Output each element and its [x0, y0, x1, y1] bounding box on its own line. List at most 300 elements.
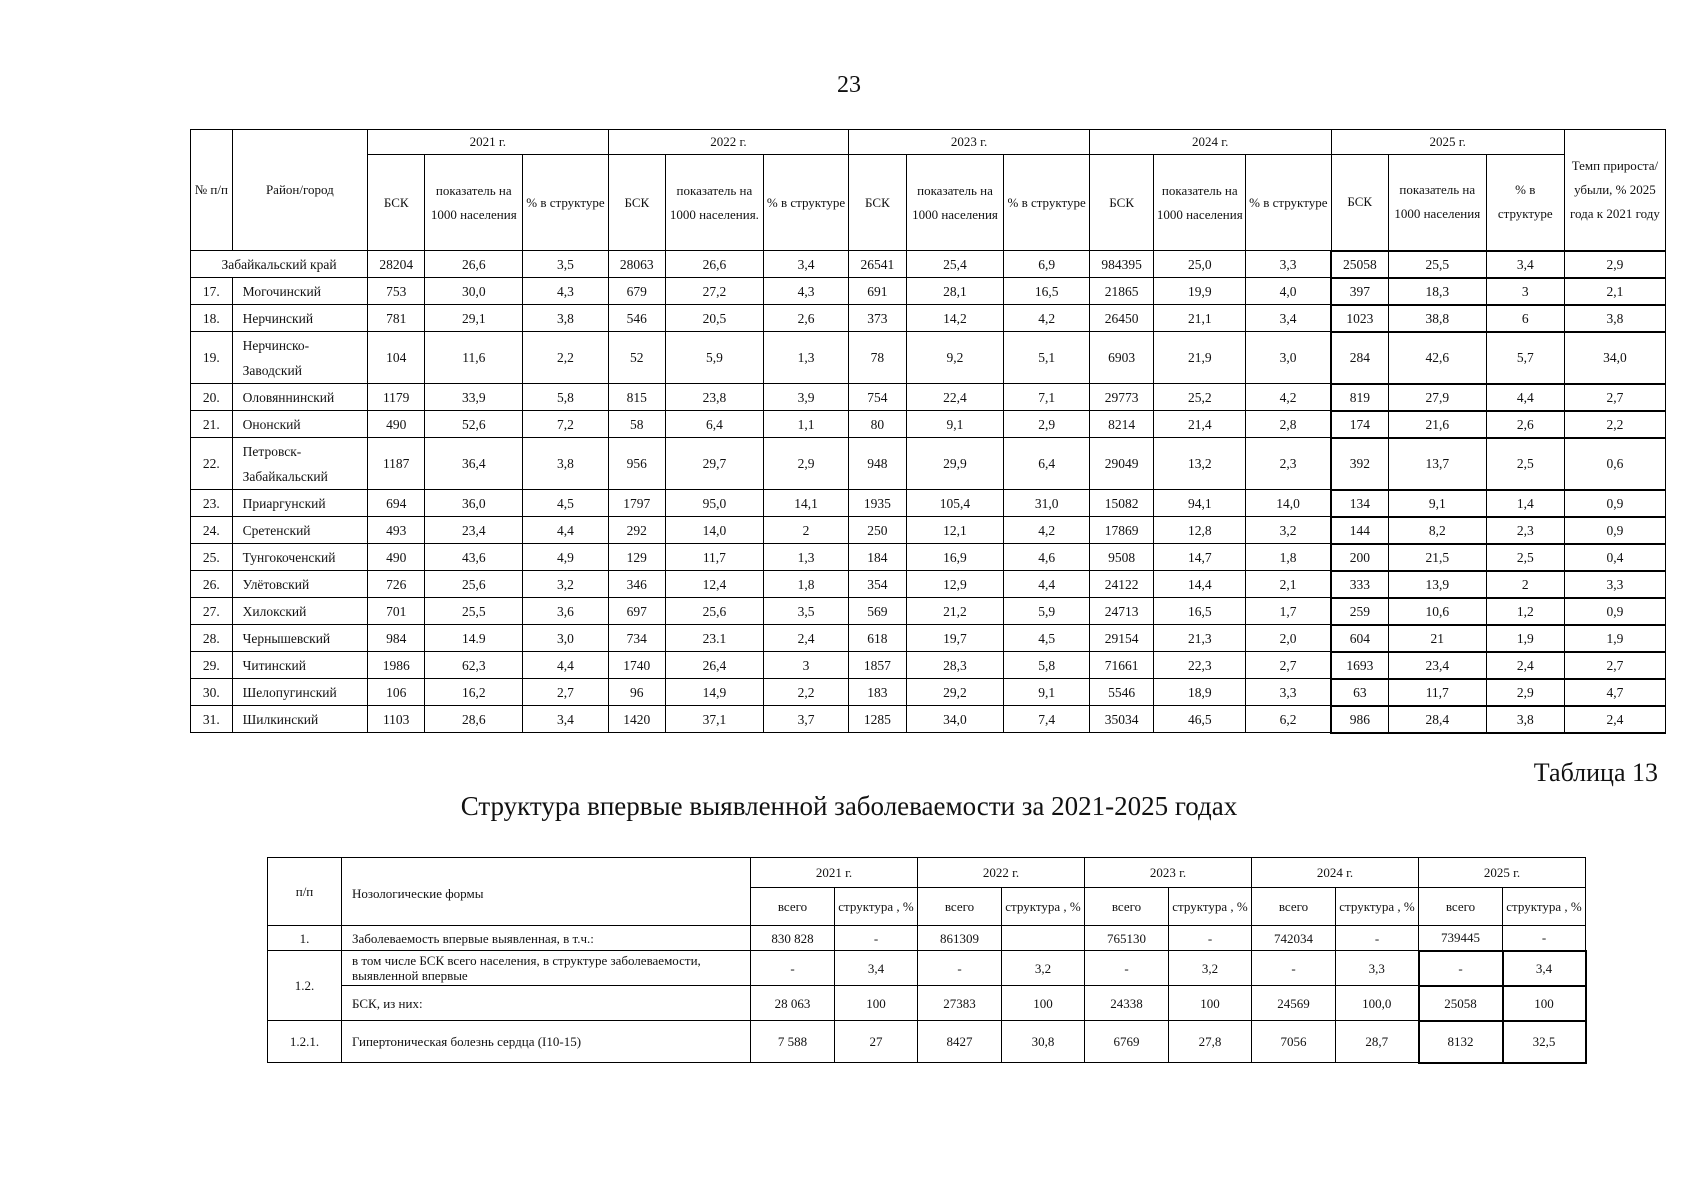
value-cell: 24122 [1089, 571, 1154, 598]
value-cell: 26541 [849, 251, 906, 278]
value-cell: 62,3 [425, 652, 523, 679]
value-cell: 984 [368, 625, 425, 652]
value-cell: 96 [608, 679, 665, 706]
value-cell: 4,4 [523, 652, 608, 679]
value-cell: 1,8 [763, 571, 848, 598]
value-cell: 25,2 [1154, 384, 1246, 411]
value-cell: 21,3 [1154, 625, 1246, 652]
value-cell: 29,2 [906, 679, 1004, 706]
value-cell: 6,2 [1246, 706, 1331, 733]
value-cell: 490 [368, 544, 425, 571]
value-cell: 546 [608, 305, 665, 332]
value-cell: 28,1 [906, 278, 1004, 305]
value-cell: 0,6 [1564, 438, 1665, 490]
header-rate: показатель на 1000 населения [906, 155, 1004, 251]
value-cell: 7 588 [751, 1021, 835, 1063]
value-cell: 12,8 [1154, 517, 1246, 544]
value-cell: 259 [1331, 598, 1388, 625]
value-cell: 0,9 [1564, 517, 1665, 544]
table-label: Таблица 13 [1533, 758, 1658, 787]
value-cell: 4,3 [523, 278, 608, 305]
value-cell: 80 [849, 411, 906, 438]
value-cell: 27,2 [665, 278, 763, 305]
value-cell: 4,3 [763, 278, 848, 305]
header-year-2025: 2025 г. [1331, 130, 1564, 155]
value-cell: 35034 [1089, 706, 1154, 733]
value-cell: 15082 [1089, 490, 1154, 517]
value-cell: 5,9 [665, 332, 763, 384]
header-growth: Темп прироста/ убыли, % 2025 года к 2021 году [1564, 130, 1665, 251]
table-row [191, 517, 1666, 544]
value-cell: - [1169, 926, 1252, 951]
district-name: Улётовский [232, 571, 367, 598]
value-cell: 1935 [849, 490, 906, 517]
value-cell: 7,4 [1004, 706, 1089, 733]
value-cell: 14.9 [425, 625, 523, 652]
row-number: 1. [268, 926, 342, 951]
value-cell: 26450 [1089, 305, 1154, 332]
value-cell: 9,2 [906, 332, 1004, 384]
header-year-2022: 2022 г. [608, 130, 849, 155]
value-cell: 23,8 [665, 384, 763, 411]
value-cell: 4,6 [1004, 544, 1089, 571]
table-row [191, 438, 1666, 490]
value-cell: 2,9 [763, 438, 848, 490]
value-cell: 52,6 [425, 411, 523, 438]
value-cell: 819 [1331, 384, 1388, 411]
value-cell: 28 063 [751, 986, 835, 1021]
header-structure: структура , % [1503, 888, 1586, 926]
value-cell: 8214 [1089, 411, 1154, 438]
district-name: Ононский [232, 411, 367, 438]
value-cell: 24713 [1089, 598, 1154, 625]
value-cell: 19,9 [1154, 278, 1246, 305]
value-cell: 25,0 [1154, 251, 1246, 278]
value-cell: 27 [835, 1021, 918, 1063]
value-cell: 0,4 [1564, 544, 1665, 571]
district-name: Могочинский [232, 278, 367, 305]
value-cell: 3,9 [763, 384, 848, 411]
value-cell: 100 [835, 986, 918, 1021]
value-cell: 6,9 [1004, 251, 1089, 278]
value-cell: 23,4 [425, 517, 523, 544]
value-cell: 28,4 [1388, 706, 1486, 733]
value-cell: 1,7 [1246, 598, 1331, 625]
value-cell: 30,0 [425, 278, 523, 305]
value-cell: 21,9 [1154, 332, 1246, 384]
value-cell: 284 [1331, 332, 1388, 384]
value-cell: 3,4 [523, 706, 608, 733]
value-cell: 13,7 [1388, 438, 1486, 490]
value-cell: 3,4 [1246, 305, 1331, 332]
value-cell: 1179 [368, 384, 425, 411]
value-cell: 3,2 [523, 571, 608, 598]
value-cell: 0,9 [1564, 490, 1665, 517]
value-cell: 5546 [1089, 679, 1154, 706]
row-number: 30. [191, 679, 233, 706]
value-cell: 1,9 [1564, 625, 1665, 652]
header-rate: показатель на 1000 населения. [665, 155, 763, 251]
value-cell: 20,5 [665, 305, 763, 332]
header-bsk: БСК [1331, 155, 1388, 251]
district-bsk-table-body [191, 251, 1666, 733]
value-cell: 2,7 [1246, 652, 1331, 679]
value-cell: 26,6 [665, 251, 763, 278]
value-cell: 174 [1331, 411, 1388, 438]
value-cell: 42,6 [1388, 332, 1486, 384]
value-cell: 2,4 [1486, 652, 1564, 679]
value-cell: 8427 [918, 1021, 1002, 1063]
value-cell: 986 [1331, 706, 1388, 733]
value-cell: 27,8 [1169, 1021, 1252, 1063]
value-cell: 734 [608, 625, 665, 652]
value-cell: 1986 [368, 652, 425, 679]
value-cell: 1187 [368, 438, 425, 490]
district-name: Петровск-Забайкальский [232, 438, 367, 490]
value-cell: 27,9 [1388, 384, 1486, 411]
value-cell: 1,9 [1486, 625, 1564, 652]
value-cell: 14,4 [1154, 571, 1246, 598]
value-cell: 3,8 [1564, 305, 1665, 332]
value-cell: 3,2 [1246, 517, 1331, 544]
value-cell: 25058 [1331, 251, 1388, 278]
value-cell: 4,0 [1246, 278, 1331, 305]
value-cell: 6903 [1089, 332, 1154, 384]
value-cell: - [835, 926, 918, 951]
value-cell: 25,6 [425, 571, 523, 598]
header-year-2023: 2023 г. [849, 130, 1090, 155]
value-cell: 691 [849, 278, 906, 305]
value-cell: 346 [608, 571, 665, 598]
district-name: Нерчинский [232, 305, 367, 332]
value-cell: 4,4 [1486, 384, 1564, 411]
value-cell: 679 [608, 278, 665, 305]
header-pct: % в структуре [763, 155, 848, 251]
value-cell: 78 [849, 332, 906, 384]
value-cell: 14,0 [665, 517, 763, 544]
table-row [191, 679, 1666, 706]
value-cell: 16,9 [906, 544, 1004, 571]
value-cell: 2,9 [1564, 251, 1665, 278]
value-cell: 28,7 [1336, 1021, 1419, 1063]
header-pct: % в структуре [523, 155, 608, 251]
value-cell: 3,8 [523, 305, 608, 332]
header-structure: структура , % [1002, 888, 1085, 926]
value-cell: 95,0 [665, 490, 763, 517]
value-cell: 2 [1486, 571, 1564, 598]
value-cell: 37,1 [665, 706, 763, 733]
value-cell: 14,1 [763, 490, 848, 517]
value-cell: 493 [368, 517, 425, 544]
table-row [191, 544, 1666, 571]
value-cell: 11,7 [665, 544, 763, 571]
value-cell: 618 [849, 625, 906, 652]
value-cell: 3,2 [1002, 951, 1085, 986]
value-cell: 129 [608, 544, 665, 571]
value-cell: 2 [763, 517, 848, 544]
header-year-2024: 2024 г. [1252, 858, 1419, 888]
district-name: Нерчинско-Заводский [232, 332, 367, 384]
value-cell: 2,1 [1564, 278, 1665, 305]
value-cell: 9,1 [1388, 490, 1486, 517]
value-cell: 3,3 [1564, 571, 1665, 598]
value-cell: - [1336, 926, 1419, 951]
value-cell: 94,1 [1154, 490, 1246, 517]
value-cell: 12,1 [906, 517, 1004, 544]
value-cell: - [918, 951, 1002, 986]
value-cell: 5,8 [1004, 652, 1089, 679]
value-cell: 830 828 [751, 926, 835, 951]
table-row [191, 332, 1666, 384]
header-rate: показатель на 1000 населения [1154, 155, 1246, 251]
value-cell: 36,4 [425, 438, 523, 490]
value-cell: 29049 [1089, 438, 1154, 490]
value-cell: 184 [849, 544, 906, 571]
value-cell: 753 [368, 278, 425, 305]
value-cell: 6,4 [1004, 438, 1089, 490]
value-cell: 25,5 [1388, 251, 1486, 278]
value-cell: 697 [608, 598, 665, 625]
value-cell: 694 [368, 490, 425, 517]
row-number: 17. [191, 278, 233, 305]
value-cell: 5,1 [1004, 332, 1089, 384]
value-cell: 10,6 [1388, 598, 1486, 625]
value-cell: 22,3 [1154, 652, 1246, 679]
value-cell: 2,7 [523, 679, 608, 706]
value-cell: 2,7 [1564, 652, 1665, 679]
value-cell: 21,2 [906, 598, 1004, 625]
value-cell: 17869 [1089, 517, 1154, 544]
value-cell: 4,5 [523, 490, 608, 517]
value-cell: 292 [608, 517, 665, 544]
header-forms: Нозологические формы [342, 858, 751, 926]
value-cell: 3,3 [1246, 251, 1331, 278]
value-cell: 36,0 [425, 490, 523, 517]
table-row [191, 278, 1666, 305]
header-total: всего [751, 888, 835, 926]
value-cell: 2,9 [1486, 679, 1564, 706]
value-cell: 71661 [1089, 652, 1154, 679]
table-row [268, 951, 1586, 986]
value-cell: 28204 [368, 251, 425, 278]
value-cell: - [1503, 926, 1586, 951]
value-cell: 3,8 [523, 438, 608, 490]
row-number: 28. [191, 625, 233, 652]
value-cell: 1,8 [1246, 544, 1331, 571]
value-cell: 16,2 [425, 679, 523, 706]
value-cell: 2,6 [1486, 411, 1564, 438]
header-total: всего [1085, 888, 1169, 926]
value-cell: 19,7 [906, 625, 1004, 652]
value-cell: 6 [1486, 305, 1564, 332]
row-number: 18. [191, 305, 233, 332]
value-cell: 105,4 [906, 490, 1004, 517]
value-cell: 31,0 [1004, 490, 1089, 517]
value-cell: 5,7 [1486, 332, 1564, 384]
value-cell: 52 [608, 332, 665, 384]
value-cell: 3,6 [523, 598, 608, 625]
value-cell: 2,4 [1564, 706, 1665, 733]
table-row [191, 706, 1666, 733]
value-cell: 21 [1388, 625, 1486, 652]
value-cell: 1693 [1331, 652, 1388, 679]
value-cell: 5,8 [523, 384, 608, 411]
row-number: 26. [191, 571, 233, 598]
district-name: Тунгокоченский [232, 544, 367, 571]
value-cell: 14,7 [1154, 544, 1246, 571]
header-bsk: БСК [368, 155, 425, 251]
value-cell: 2,9 [1004, 411, 1089, 438]
value-cell: 726 [368, 571, 425, 598]
district-name: Читинский [232, 652, 367, 679]
value-cell: 100,0 [1336, 986, 1419, 1021]
value-cell: - [1085, 951, 1169, 986]
header-structure: структура , % [1336, 888, 1419, 926]
district-name: Сретенский [232, 517, 367, 544]
value-cell: 861309 [918, 926, 1002, 951]
value-cell: 3,7 [763, 706, 848, 733]
value-cell: 2,3 [1246, 438, 1331, 490]
table-title: Структура впервые выявленной заболеваемости за 2021-2025 годах [460, 791, 1238, 821]
value-cell: 956 [608, 438, 665, 490]
district-name: Чернышевский [232, 625, 367, 652]
value-cell: 33,9 [425, 384, 523, 411]
value-cell: 18,9 [1154, 679, 1246, 706]
value-cell: 21,4 [1154, 411, 1246, 438]
header-pct: % в структуре [1004, 155, 1089, 251]
header-year-2022: 2022 г. [918, 858, 1085, 888]
value-cell: 984395 [1089, 251, 1154, 278]
nosology-name: в том числе БСК всего населения, в структуре заболеваемости, выявленной впервые [342, 951, 751, 986]
value-cell: 3,5 [523, 251, 608, 278]
value-cell: 104 [368, 332, 425, 384]
value-cell: 392 [1331, 438, 1388, 490]
nosology-name: Заболеваемость впервые выявленная, в т.ч.: [342, 926, 751, 951]
table-row [268, 986, 1586, 1021]
value-cell: 9508 [1089, 544, 1154, 571]
header-year-2025: 2025 г. [1419, 858, 1586, 888]
value-cell: 63 [1331, 679, 1388, 706]
value-cell: 1,2 [1486, 598, 1564, 625]
value-cell: 1103 [368, 706, 425, 733]
value-cell: 2,4 [763, 625, 848, 652]
district-name: Хилокский [232, 598, 367, 625]
value-cell: 3,3 [1336, 951, 1419, 986]
value-cell: 4,5 [1004, 625, 1089, 652]
row-number: 31. [191, 706, 233, 733]
value-cell: 134 [1331, 490, 1388, 517]
header-total: всего [1419, 888, 1503, 926]
value-cell: 2,1 [1246, 571, 1331, 598]
value-cell: 14,9 [665, 679, 763, 706]
value-cell: 24338 [1085, 986, 1169, 1021]
value-cell: 4,2 [1004, 517, 1089, 544]
morbidity-structure-table-body [268, 858, 1586, 1063]
value-cell: 9,1 [906, 411, 1004, 438]
value-cell: 3,0 [523, 625, 608, 652]
value-cell: 2,2 [1564, 411, 1665, 438]
header-bsk: БСК [608, 155, 665, 251]
value-cell: 2,5 [1486, 438, 1564, 490]
value-cell: 18,3 [1388, 278, 1486, 305]
value-cell: 7,1 [1004, 384, 1089, 411]
table-row [191, 598, 1666, 625]
value-cell: 4,4 [523, 517, 608, 544]
value-cell: 106 [368, 679, 425, 706]
value-cell: 3,5 [763, 598, 848, 625]
value-cell: 24569 [1252, 986, 1336, 1021]
value-cell: 25,6 [665, 598, 763, 625]
value-cell: 754 [849, 384, 906, 411]
value-cell: 16,5 [1154, 598, 1246, 625]
district-name: Оловяннинский [232, 384, 367, 411]
header-year-2023: 2023 г. [1085, 858, 1252, 888]
value-cell: 200 [1331, 544, 1388, 571]
value-cell: 3 [763, 652, 848, 679]
value-cell: 333 [1331, 571, 1388, 598]
value-cell: 781 [368, 305, 425, 332]
row-number: 27. [191, 598, 233, 625]
value-cell: 3,8 [1486, 706, 1564, 733]
value-cell: 1,4 [1486, 490, 1564, 517]
value-cell: 7,2 [523, 411, 608, 438]
value-cell: 100 [1002, 986, 1085, 1021]
value-cell: 183 [849, 679, 906, 706]
value-cell: 4,4 [1004, 571, 1089, 598]
value-cell: 144 [1331, 517, 1388, 544]
value-cell: 12,4 [665, 571, 763, 598]
value-cell: 2,0 [1246, 625, 1331, 652]
value-cell: 34,0 [1564, 332, 1665, 384]
value-cell: - [1252, 951, 1336, 986]
value-cell: 23.1 [665, 625, 763, 652]
value-cell: 3,0 [1246, 332, 1331, 384]
value-cell: 3,4 [1486, 251, 1564, 278]
value-cell: 29,7 [665, 438, 763, 490]
header-year-2021: 2021 г. [751, 858, 918, 888]
value-cell: 34,0 [906, 706, 1004, 733]
header-total: всего [1252, 888, 1336, 926]
district-name: Шилкинский [232, 706, 367, 733]
value-cell: 354 [849, 571, 906, 598]
value-cell: 0,9 [1564, 598, 1665, 625]
value-cell: 100 [1169, 986, 1252, 1021]
value-cell: 7056 [1252, 1021, 1336, 1063]
value-cell: 1023 [1331, 305, 1388, 332]
row-number: 1.2.1. [268, 1021, 342, 1063]
value-cell: 58 [608, 411, 665, 438]
district-name: Шелопугинский [232, 679, 367, 706]
value-cell: 23,4 [1388, 652, 1486, 679]
value-cell: 27383 [918, 986, 1002, 1021]
value-cell: 46,5 [1154, 706, 1246, 733]
value-cell: 1285 [849, 706, 906, 733]
value-cell: 25,5 [425, 598, 523, 625]
value-cell: 21865 [1089, 278, 1154, 305]
row-number: 25. [191, 544, 233, 571]
row-number: 23. [191, 490, 233, 517]
value-cell: 2,5 [1486, 544, 1564, 571]
row-number: 20. [191, 384, 233, 411]
value-cell: 250 [849, 517, 906, 544]
value-cell: 28,3 [906, 652, 1004, 679]
value-cell: 5,9 [1004, 598, 1089, 625]
value-cell: - [751, 951, 835, 986]
value-cell: 8132 [1419, 1021, 1503, 1063]
row-number: 19. [191, 332, 233, 384]
header-structure: структура , % [1169, 888, 1252, 926]
row-number: 1.2. [268, 951, 342, 1021]
